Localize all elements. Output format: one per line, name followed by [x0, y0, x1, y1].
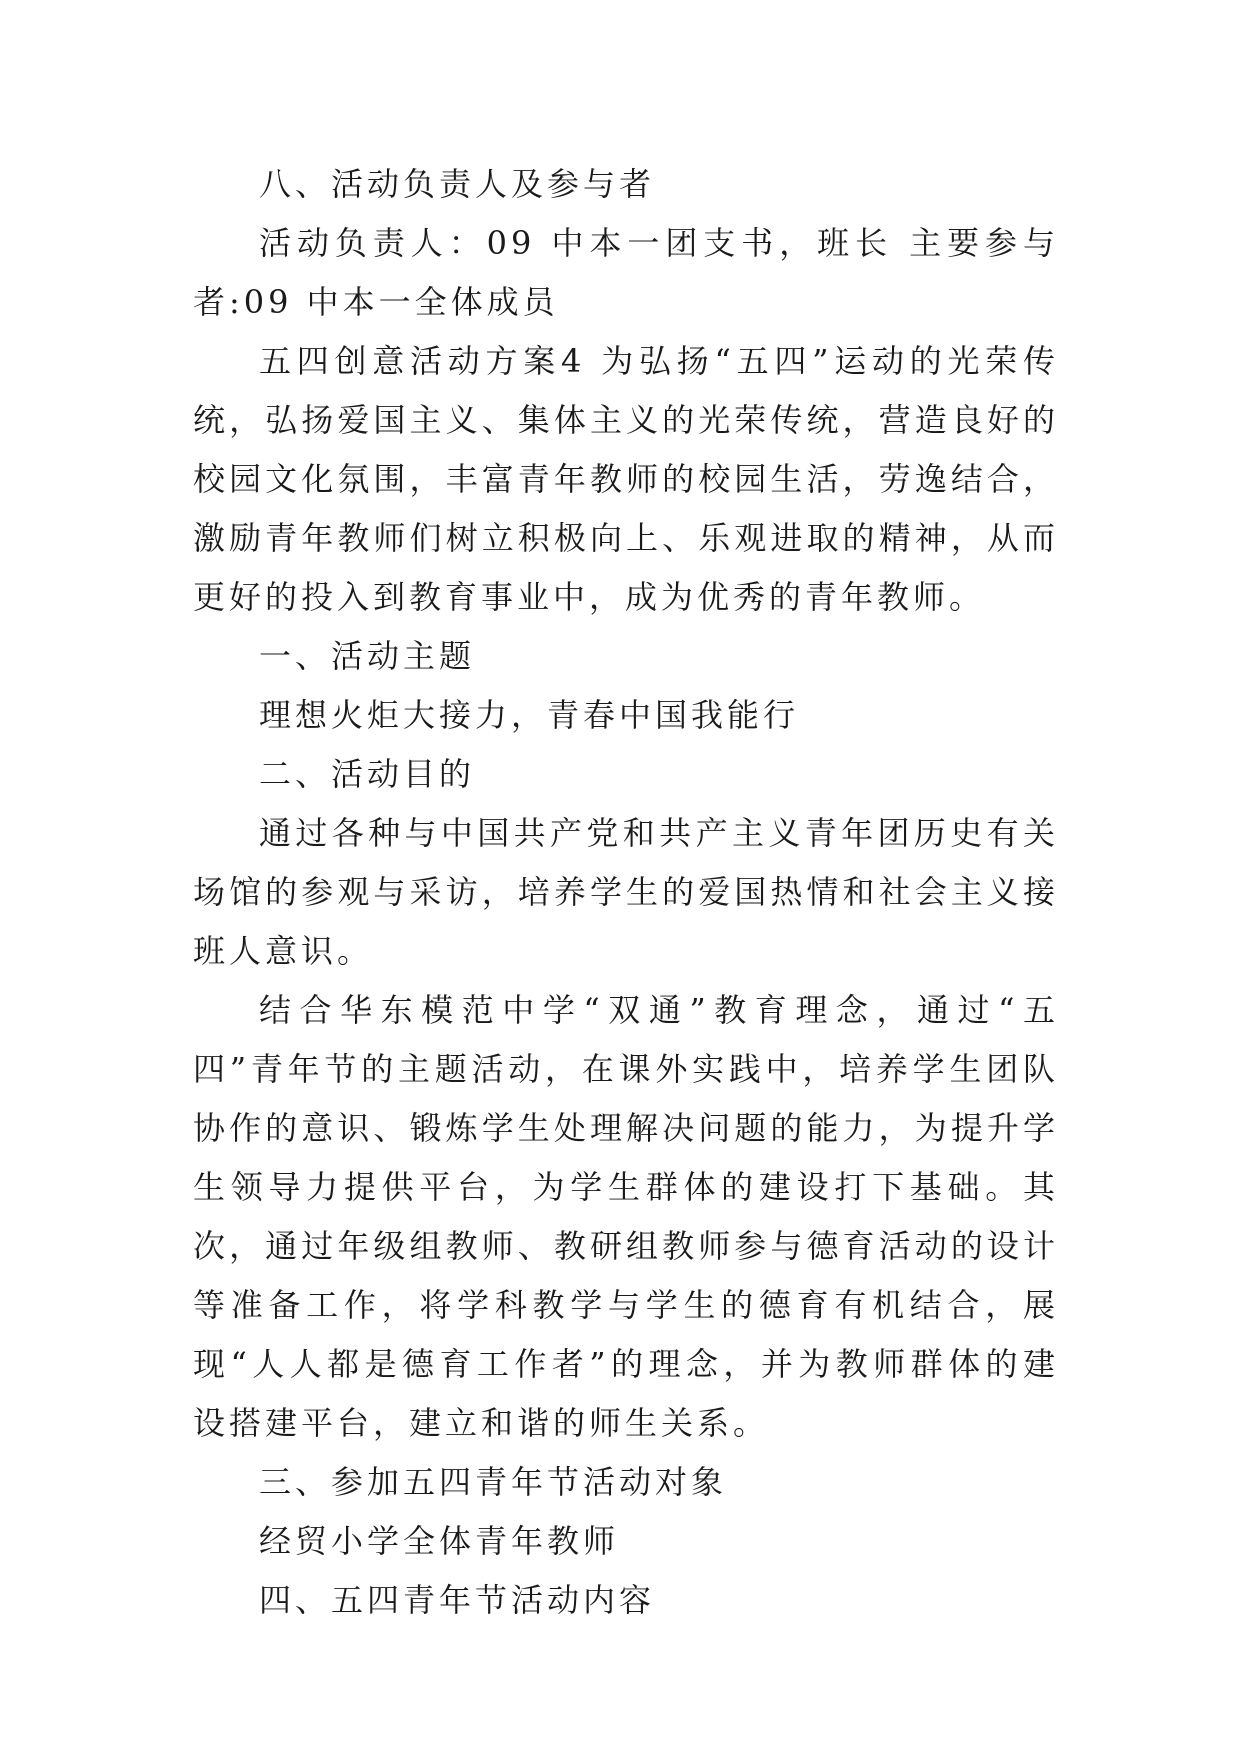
audience-paragraph: 经贸小学全体青年教师: [259, 1522, 620, 1560]
section-heading-content: 四、五四青年节活动内容: [259, 1581, 656, 1619]
section-heading-audience: 三、参加五四青年节活动对象: [259, 1463, 728, 1501]
section-heading-theme: 一、活动主题: [259, 637, 476, 675]
purpose-paragraph-2: 结合华东模范中学“双通”教育理念，通过“五四”青年节的主题活动，在课外实践中，培养学生团队协作的意识、锻炼学生处理解决问题的能力，为提升学生领导力提供平台，为学生群体的建设打下基础。其次，通过年级组教师、教研组教师参与德育活动的设计等准备工作，将学科教学与学生的德育有机结合，展现“人人都是德育工作者”的理念，并为教师群体的建设搭建平台，建立和谐的师生关系。: [193, 991, 1059, 1442]
participants-paragraph: 活动负责人：09 中本一团支书，班长 主要参与者:09 中本一全体成员: [193, 224, 1059, 321]
theme-paragraph: 理想火炬大接力，青春中国我能行: [259, 696, 800, 734]
section-heading-participants: 八、活动负责人及参与者: [259, 165, 656, 203]
purpose-paragraph-1: 通过各种与中国共产党和共产主义青年团历史有关场馆的参观与采访，培养学生的爱国热情和社会主义接班人意识。: [193, 814, 1059, 970]
document-body: [193, 155, 1059, 1630]
section-heading-purpose: 二、活动目的: [259, 755, 476, 793]
plan-intro-paragraph: 五四创意活动方案4 为弘扬“五四”运动的光荣传统，弘扬爱国主义、集体主义的光荣传统，营造良好的校园文化氛围，丰富青年教师的校园生活，劳逸结合，激励青年教师们树立积极向上、乐观进取的精神，从而更好的投入到教育事业中，成为优秀的青年教师。: [193, 342, 1059, 616]
